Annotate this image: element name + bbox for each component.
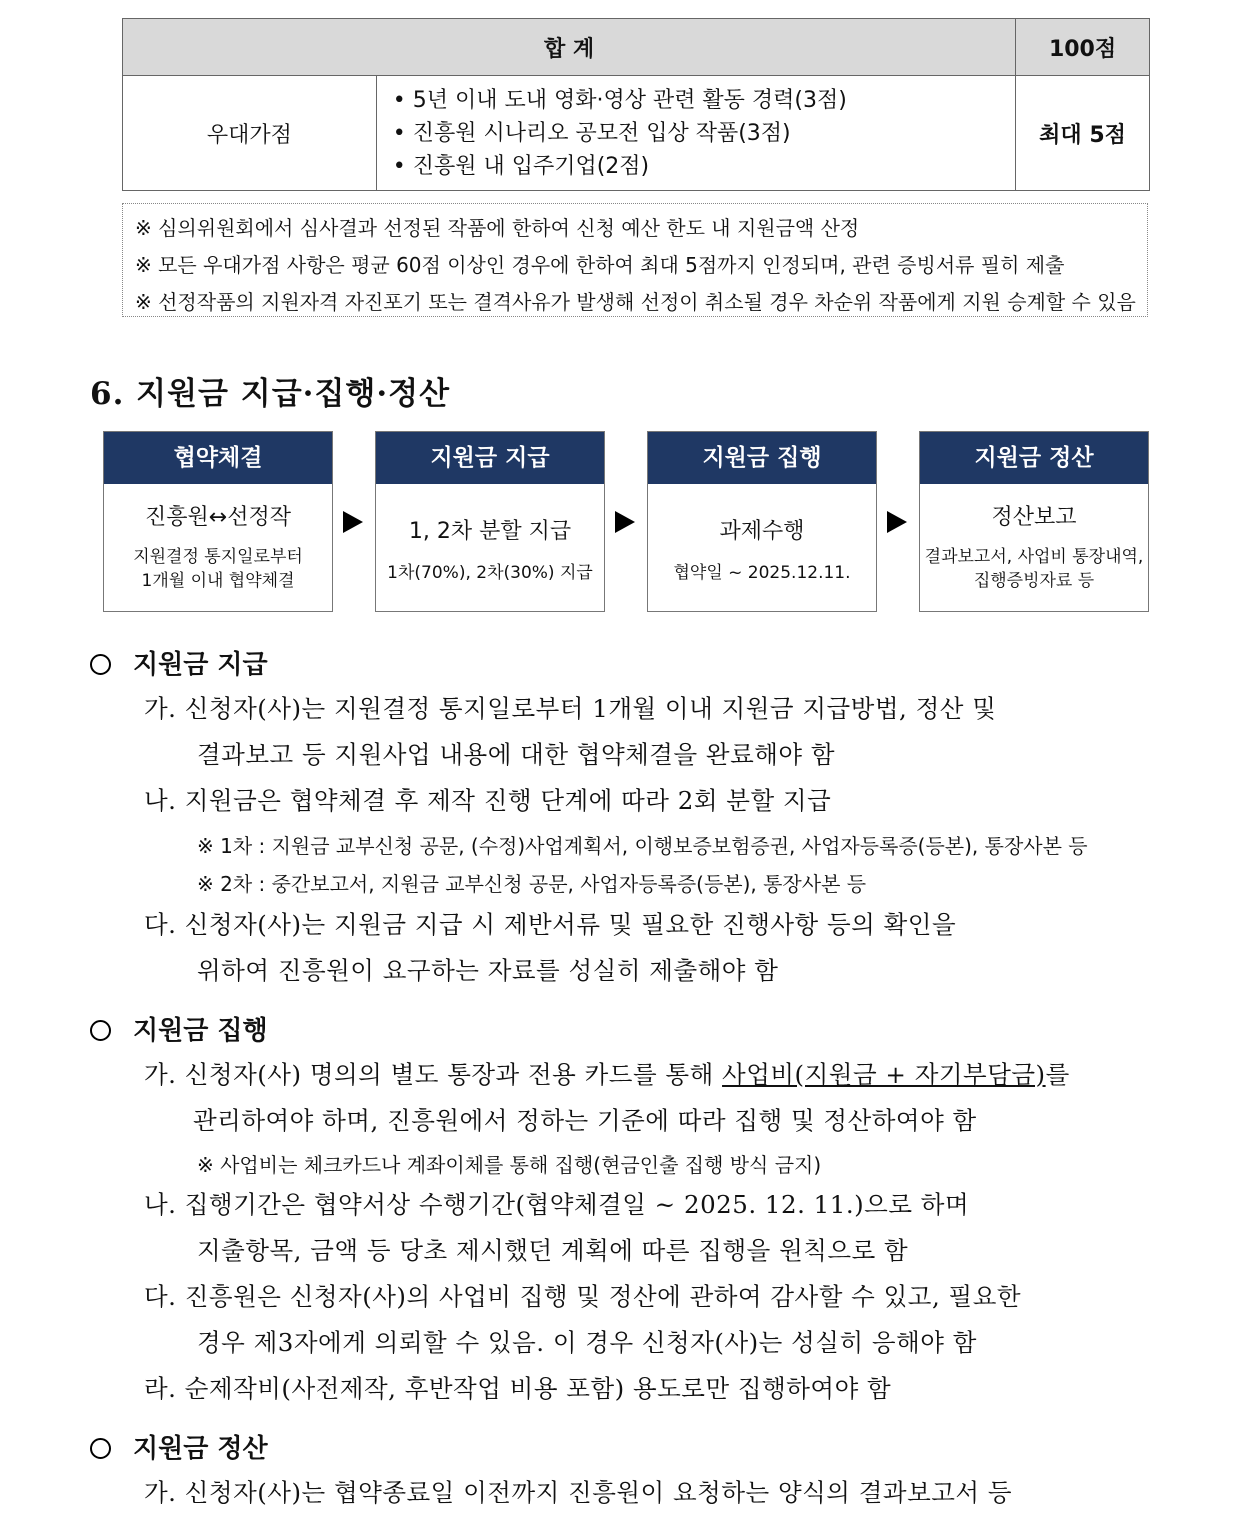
payment-ga-line1: 가. 신청자(사)는 지원결정 통지일로부터 1개월 이내 지원금 지급방법, 정산 및 xyxy=(144,694,997,723)
execution-na-line1: 나. 집행기간은 협약서상 수행기간(협약체결일 ~ 2025. 12. 11.)으로 하며 xyxy=(144,1190,970,1219)
flow-arrow-icon xyxy=(887,511,907,533)
score-table xyxy=(122,18,1150,191)
flow-step-title: 지원금 집행 xyxy=(648,432,876,484)
settlement-heading-text: 지원금 정산 xyxy=(133,1434,268,1464)
flow-step-title: 지원금 지급 xyxy=(376,432,604,484)
execution-da-line1: 다. 진흥원은 신청자(사)의 사업비 집행 및 정산에 관하여 감사할 수 있고, 필요한 xyxy=(144,1282,1022,1311)
flow-step-sub: 1차(70%), 2차(30%) 지급 xyxy=(387,563,593,583)
flow-step-main: 정산보고 xyxy=(991,505,1077,530)
circle-bullet-icon xyxy=(90,1438,111,1459)
flow-step-sub: 집행증빙자료 등 xyxy=(973,571,1095,591)
execution-ga-note: ※ 사업비는 체크카드나 계좌이체를 통해 집행(현금인출 집행 방식 금지) xyxy=(197,1153,822,1177)
execution-na-line2: 지출항목, 금액 등 당초 제시했던 계획에 따른 집행을 원칙으로 함 xyxy=(197,1236,909,1265)
payment-heading xyxy=(90,644,268,681)
bonus-item: • 진흥원 시나리오 공모전 입상 작품(3점) xyxy=(392,120,791,146)
settlement-heading xyxy=(90,1428,268,1465)
flow-step-sub: 협약일 ~ 2025.12.11. xyxy=(673,563,851,583)
flow-arrow-icon xyxy=(615,511,635,533)
circle-bullet-icon xyxy=(90,654,111,675)
bonus-item: • 진흥원 내 입주기업(2점) xyxy=(392,153,650,179)
flow-step-agreement xyxy=(103,431,333,612)
section-title: 6. 지원금 지급·집행·정산 xyxy=(90,376,451,412)
bonus-items xyxy=(376,76,1015,191)
execution-ga-text: 가. 신청자(사) 명의의 별도 통장과 전용 카드를 통해 xyxy=(144,1060,723,1089)
execution-heading xyxy=(90,1010,268,1047)
flow-arrow-icon xyxy=(343,511,363,533)
total-value: 100점 xyxy=(1016,19,1150,76)
flow-step-title: 협약체결 xyxy=(104,432,332,484)
notes-box xyxy=(122,203,1148,317)
flow-step-main: 진흥원↔선정작 xyxy=(145,505,291,530)
bonus-label: 우대가점 xyxy=(123,76,377,191)
execution-heading-text: 지원금 집행 xyxy=(133,1016,268,1046)
execution-ga-suffix: 를 xyxy=(1045,1060,1070,1089)
circle-bullet-icon xyxy=(90,1020,111,1041)
payment-heading-text: 지원금 지급 xyxy=(133,650,268,680)
note-item: ※ 심의위원회에서 심사결과 선정된 작품에 한하여 신청 예산 한도 내 지원금액 산정 xyxy=(135,216,860,240)
execution-ga-line1 xyxy=(144,1056,1070,1091)
total-label: 합 계 xyxy=(123,19,1016,76)
flow-step-settlement xyxy=(919,431,1149,612)
execution-ga-underlined: 사업비(지원금 + 자기부담금) xyxy=(722,1060,1046,1089)
payment-ga-line2: 결과보고 등 지원사업 내용에 대한 협약체결을 완료해야 함 xyxy=(197,740,836,769)
payment-na-line1: 나. 지원금은 협약체결 후 제작 진행 단계에 따라 2회 분할 지급 xyxy=(144,786,832,815)
payment-da-line1: 다. 신청자(사)는 지원금 지급 시 제반서류 및 필요한 진행사항 등의 확인을 xyxy=(144,910,957,939)
flow-step-sub: 1개월 이내 협약체결 xyxy=(141,571,295,591)
execution-ra-line1: 라. 순제작비(사전제작, 후반작업 비용 포함) 용도로만 집행하여야 함 xyxy=(144,1374,892,1403)
flow-step-title: 지원금 정산 xyxy=(920,432,1148,484)
bonus-item: • 5년 이내 도내 영화·영상 관련 활동 경력(3점) xyxy=(392,87,847,113)
execution-ga-line2: 관리하여야 하며, 진흥원에서 정하는 기준에 따라 집행 및 정산하여야 함 xyxy=(193,1106,977,1135)
payment-da-line2: 위하여 진흥원이 요구하는 자료를 성실히 제출해야 함 xyxy=(197,956,779,985)
flow-step-execution xyxy=(647,431,877,612)
flow-step-sub: 지원결정 통지일로부터 xyxy=(133,547,303,567)
total-row xyxy=(123,19,1150,76)
payment-na-note2: ※ 2차 : 중간보고서, 지원금 교부신청 공문, 사업자등록증(등본), 통장사본 등 xyxy=(197,872,867,896)
flow-step-sub: 결과보고서, 사업비 통장내역, xyxy=(924,547,1144,567)
flow-step-main: 과제수행 xyxy=(719,519,805,544)
bonus-row xyxy=(123,76,1150,191)
flow-step-payment xyxy=(375,431,605,612)
flow-step-main: 1, 2차 분할 지급 xyxy=(408,519,572,544)
payment-na-note1: ※ 1차 : 지원금 교부신청 공문, (수정)사업계획서, 이행보증보험증권, 사업자등록증(등본), 통장사본 등 xyxy=(197,834,1088,858)
note-item: ※ 모든 우대가점 사항은 평균 60점 이상인 경우에 한하여 최대 5점까지 인정되며, 관련 증빙서류 필히 제출 xyxy=(135,253,1065,277)
note-item: ※ 선정작품의 지원자격 자진포기 또는 결격사유가 발생해 선정이 취소될 경우 차순위 작품에게 지원 승계할 수 있음 xyxy=(135,290,1136,314)
settlement-ga-line1: 가. 신청자(사)는 협약종료일 이전까지 진흥원이 요청하는 양식의 결과보고서 등 xyxy=(144,1478,1013,1507)
execution-da-line2: 경우 제3자에게 의뢰할 수 있음. 이 경우 신청자(사)는 성실히 응해야 함 xyxy=(197,1328,977,1357)
bonus-value: 최대 5점 xyxy=(1016,76,1150,191)
